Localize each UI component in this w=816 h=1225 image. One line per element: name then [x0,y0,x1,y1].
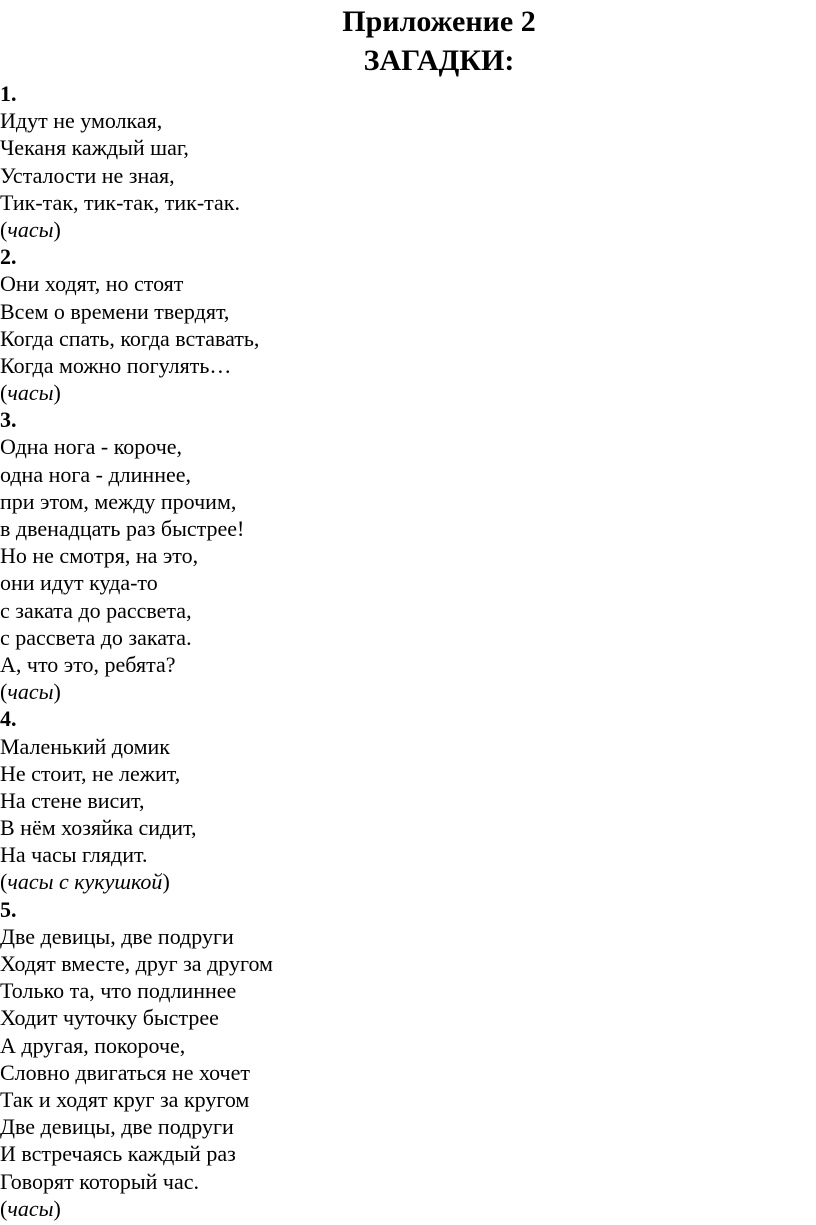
riddle-number: 4. [0,706,17,732]
riddles-list [0,80,273,1222]
riddle-line: В нём хозяйка сидит, [0,815,197,841]
riddle-line: они идут куда-то [0,570,158,596]
riddle-line: А, что это, ребята? [0,651,176,677]
riddle-line: Маленький домик [0,733,170,759]
riddle-line: Так и ходят круг за кругом [0,1086,250,1112]
riddle-line: Две девицы, две подруги [0,1114,234,1140]
riddle-line: Идут не умолкая, [0,108,163,134]
riddle-line: Когда спать, когда вставать, [0,325,260,351]
riddle-number: 5. [0,896,17,922]
riddle-line: при этом, между прочим, [0,488,237,514]
riddle-line: На часы глядит. [0,842,148,868]
riddle-line: Словно двигаться не хочет [0,1059,250,1085]
riddle-item [0,896,273,1222]
riddle-line: Не стоит, не лежит, [0,760,181,786]
riddle-line: Две девицы, две подруги [0,923,234,949]
riddle-answer-text: часы [7,380,54,406]
riddle-line: в двенадцать раз быстрее! [0,516,245,541]
riddle-line: с рассвета до заката. [0,624,192,650]
riddle-number: 2. [0,244,17,270]
riddle-answer-text: часы с кукушкой [7,869,163,895]
riddle-answer-text: часы [7,679,54,705]
riddle-line: Чеканя каждый шаг, [0,135,189,161]
riddle-line: Тик-так, тик-так, тик-так. [0,189,240,215]
riddle-number: 3. [0,407,17,433]
riddle-item [0,406,273,705]
riddle-line: Ходят вместе, друг за другом [0,951,273,976]
riddle-line: Только та, что подлиннее [0,978,237,1004]
riddles-heading: ЗАГАДКИ: [363,44,515,77]
riddle-answer-text: часы [7,1195,54,1221]
riddle-line: Всем о времени твердят, [0,298,230,324]
riddle-answer: (часы) [0,679,61,705]
riddle-item [0,243,273,406]
riddle-line: Усталости не зная, [0,162,175,188]
riddle-line: Ходит чуточку быстрее [0,1005,219,1031]
riddle-answer-text: часы [7,216,54,242]
riddle-answer: (часы с кукушкой) [0,869,170,895]
riddle-answer: (часы) [0,380,61,406]
riddle-line: И встречаясь каждый раз [0,1141,236,1167]
riddle-line: Они ходят, но стоят [0,271,184,297]
riddle-answer: (часы) [0,216,61,242]
riddle-line: На стене висит, [0,787,145,813]
riddle-line: Говорят который час. [0,1168,200,1194]
riddle-line: Когда можно погулять… [0,352,232,378]
appendix-title: Приложение 2 [342,5,536,38]
riddle-item [0,80,273,243]
riddle-line: Одна нога - короче, [0,434,183,460]
riddle-line: А другая, покороче, [0,1032,186,1058]
riddle-line: с заката до рассвета, [0,597,192,623]
riddle-item [0,705,273,895]
riddle-answer: (часы) [0,1195,61,1221]
riddle-number: 1. [0,81,17,106]
riddle-line: одна нога - длиннее, [0,461,192,487]
riddle-line: Но не смотря, на это, [0,543,199,569]
